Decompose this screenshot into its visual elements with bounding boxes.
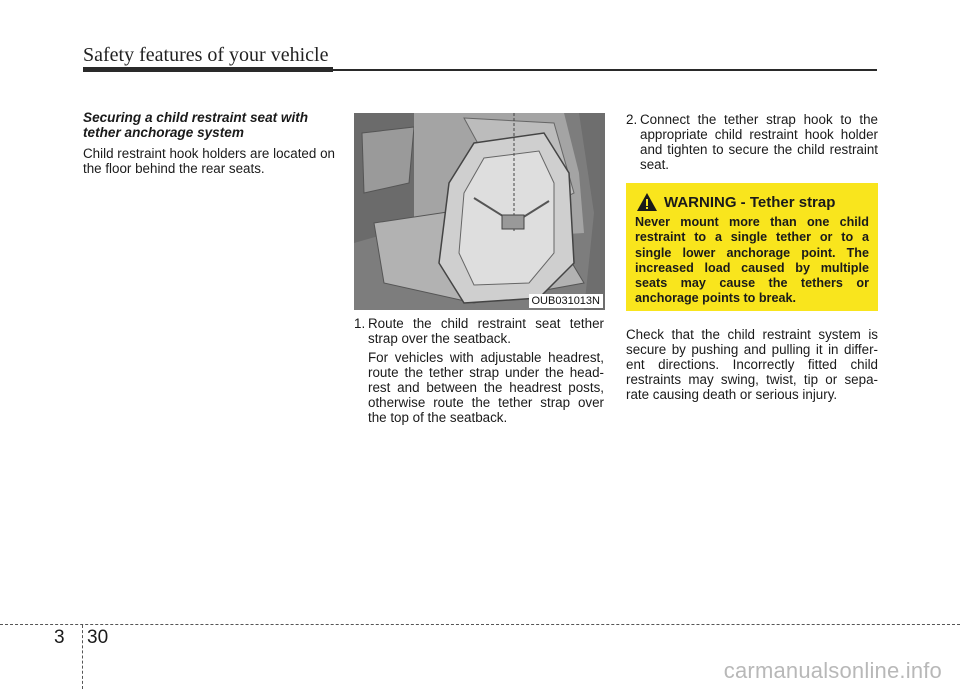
warning-triangle-icon — [636, 192, 658, 212]
step-detail: For vehicles with adjustable headrest, route the tether strap under the head- rest and between the headrest posts, otherwise route the tether strap over the top of the seatback. — [368, 350, 604, 425]
step-item — [626, 112, 878, 176]
warning-title-row — [636, 192, 835, 212]
check-paragraph: Check that the child restraint system is secure by pushing and pulling it in differ- ent directions. Incorrectly fitted child restraints may swing, twist, tip or sepa- rate causing death or serious injury. — [626, 327, 878, 402]
step-item — [354, 316, 604, 429]
chapter-number: 3 — [54, 627, 65, 648]
step-text: Route the child restraint seat tether strap over the seatback. — [368, 316, 604, 346]
child-seat-drawing — [354, 113, 605, 310]
child-seat-illustration — [354, 113, 605, 310]
warning-body: Never mount more than one child restraint to a single tether or to a single lower anchorage point. The increased load caused by multiple seats may cause the tethers or anchorage points to break. — [635, 215, 869, 306]
intro-paragraph: Child restraint hook holders are located on the floor behind the rear seats. — [83, 146, 335, 176]
warning-title: WARNING - Tether strap — [664, 193, 836, 211]
figure-code: OUB031013N — [529, 294, 604, 308]
page-header-title: Safety features of your vehicle — [83, 44, 329, 66]
page-number: 30 — [87, 627, 109, 648]
column-right — [626, 112, 878, 176]
column-left — [83, 110, 335, 176]
column-middle — [354, 316, 604, 429]
header-rule-thin — [333, 69, 877, 71]
header-rule-thick — [83, 67, 333, 72]
step-text: Connect the tether strap hook to the appropriate child restraint hook holder and tighten to secure the child restraint seat. — [640, 112, 878, 172]
section-subheading: Securing a child restraint seat with tether anchorage system — [83, 110, 309, 140]
footer-vertical-divider — [82, 625, 83, 689]
step-number: 1. — [354, 316, 366, 331]
watermark: carmanualsonline.info — [723, 658, 942, 683]
warning-box — [626, 183, 878, 311]
footer-divider — [0, 624, 960, 625]
step-number: 2. — [626, 112, 638, 127]
